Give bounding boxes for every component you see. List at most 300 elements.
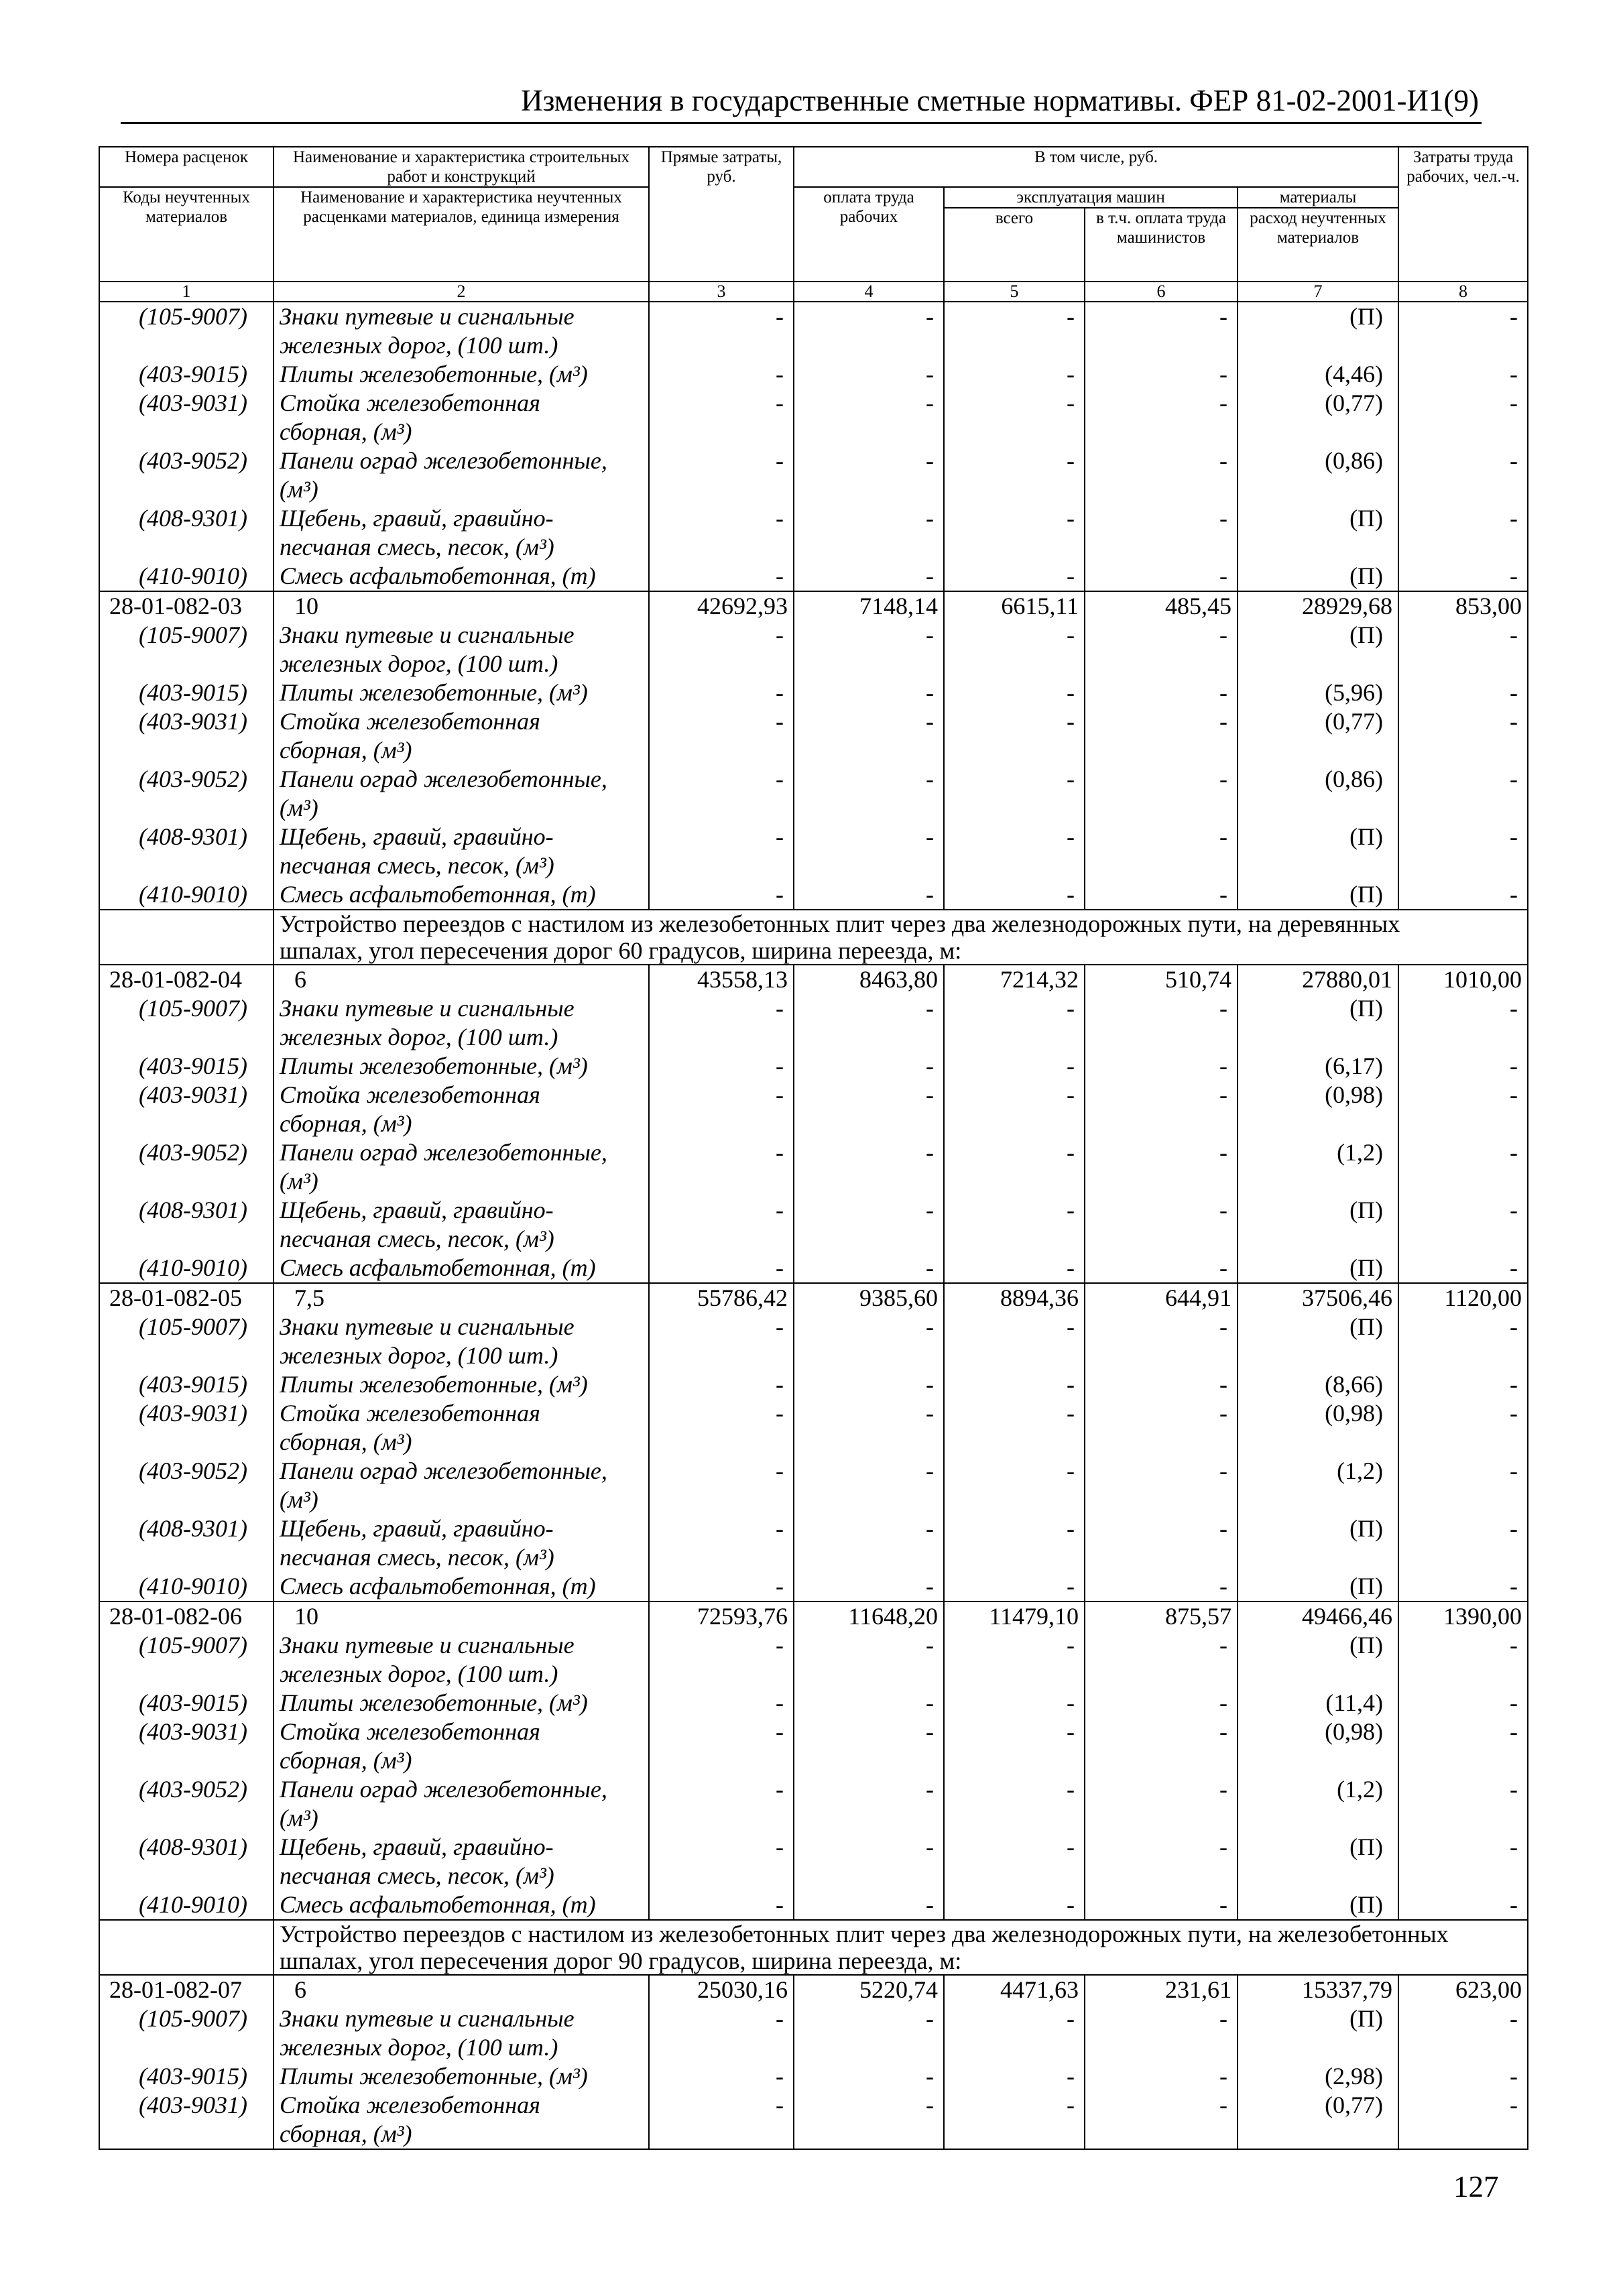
material-consumption-cell: (П) bbox=[1238, 880, 1398, 910]
rate-code: 28-01-082-05 bbox=[99, 1283, 274, 1313]
name-line: сборная, (м³) bbox=[280, 1747, 412, 1774]
material-name bbox=[274, 562, 649, 591]
operator-pay-cell: - bbox=[1085, 1457, 1238, 1514]
worker-pay-cell: - bbox=[794, 2004, 944, 2062]
material-consumption-cell: (П) bbox=[1238, 1890, 1398, 1920]
material-code: (403-9015) bbox=[99, 360, 274, 389]
name-line: Смесь асфальтобетонная, (т) bbox=[280, 1573, 596, 1599]
machines-total-cell: - bbox=[944, 389, 1085, 446]
name-line: песчаная смесь, песок, (м³) bbox=[280, 1862, 554, 1889]
labor-costs-cell: - bbox=[1398, 1399, 1528, 1457]
direct-costs-cell: - bbox=[649, 1890, 794, 1920]
material-consumption-cell: 28929,68 bbox=[1238, 591, 1398, 621]
machines-total-cell: - bbox=[944, 2062, 1085, 2091]
name-line: Стойка железобетонная bbox=[280, 708, 540, 735]
material-code: (403-9031) bbox=[99, 2091, 274, 2149]
worker-pay-cell: 11648,20 bbox=[794, 1602, 944, 1631]
operator-pay-cell: - bbox=[1085, 1196, 1238, 1254]
header-materials: материалы bbox=[1238, 187, 1398, 208]
material-code: (403-9015) bbox=[99, 1370, 274, 1399]
name-line: сборная, (м³) bbox=[280, 737, 412, 764]
labor-costs-cell: - bbox=[1398, 621, 1528, 678]
name-line: Щебень, гравий, гравийно- bbox=[280, 1833, 554, 1860]
material-code: (408-9301) bbox=[99, 1833, 274, 1890]
page-header bbox=[121, 82, 1482, 124]
direct-costs-cell: - bbox=[649, 1399, 794, 1457]
machines-total-cell: - bbox=[944, 994, 1085, 1052]
operator-pay-cell: - bbox=[1085, 360, 1238, 389]
material-code: (403-9015) bbox=[99, 2062, 274, 2091]
material-row bbox=[99, 1138, 1528, 1196]
material-code: (410-9010) bbox=[99, 1890, 274, 1920]
material-name bbox=[274, 2091, 649, 2149]
machines-total-cell: - bbox=[944, 360, 1085, 389]
worker-pay-cell: - bbox=[794, 823, 944, 880]
header-including: В том числе, руб. bbox=[794, 147, 1398, 187]
material-consumption-cell: (2,98) bbox=[1238, 2062, 1398, 2091]
material-row bbox=[99, 302, 1528, 360]
operator-pay-cell: 644,91 bbox=[1085, 1283, 1238, 1313]
material-consumption-cell: 37506,46 bbox=[1238, 1283, 1398, 1313]
worker-pay-cell: - bbox=[794, 880, 944, 910]
name-line: сборная, (м³) bbox=[280, 2120, 412, 2147]
name-line: (м³) bbox=[280, 1486, 318, 1513]
name-line: Щебень, гравий, гравийно- bbox=[280, 1197, 554, 1223]
direct-costs-cell: - bbox=[649, 1775, 794, 1833]
operator-pay-cell: - bbox=[1085, 765, 1238, 823]
worker-pay-cell: - bbox=[794, 678, 944, 707]
direct-costs-cell: - bbox=[649, 446, 794, 504]
section-heading bbox=[274, 910, 1528, 965]
worker-pay-cell: - bbox=[794, 1572, 944, 1602]
direct-costs-cell: - bbox=[649, 1833, 794, 1890]
material-name bbox=[274, 1399, 649, 1457]
name-line: железных дорог, (100 шт.) bbox=[280, 332, 558, 359]
operator-pay-cell: - bbox=[1085, 1052, 1238, 1081]
labor-costs-cell: - bbox=[1398, 360, 1528, 389]
operator-pay-cell: - bbox=[1085, 1631, 1238, 1689]
labor-costs-cell: - bbox=[1398, 1717, 1528, 1775]
direct-costs-cell: - bbox=[649, 1370, 794, 1399]
labor-costs-cell: - bbox=[1398, 823, 1528, 880]
labor-costs-cell: 623,00 bbox=[1398, 1975, 1528, 2004]
material-row bbox=[99, 1833, 1528, 1890]
material-code: (403-9031) bbox=[99, 1717, 274, 1775]
material-consumption-cell: (П) bbox=[1238, 1572, 1398, 1602]
column-number: 4 bbox=[794, 282, 944, 302]
material-code: (105-9007) bbox=[99, 1631, 274, 1689]
labor-costs-cell: - bbox=[1398, 2091, 1528, 2149]
material-code: (105-9007) bbox=[99, 302, 274, 360]
column-number: 8 bbox=[1398, 282, 1528, 302]
material-row bbox=[99, 446, 1528, 504]
machines-total-cell: - bbox=[944, 1833, 1085, 1890]
worker-pay-cell: - bbox=[794, 2062, 944, 2091]
name-line: Панели оград железобетонные, bbox=[280, 766, 607, 792]
machines-total-cell: - bbox=[944, 562, 1085, 591]
name-line: (м³) bbox=[280, 1805, 318, 1831]
operator-pay-cell: - bbox=[1085, 880, 1238, 910]
material-name bbox=[274, 1052, 649, 1081]
material-name bbox=[274, 2062, 649, 2091]
material-name bbox=[274, 1254, 649, 1283]
material-name bbox=[274, 1313, 649, 1370]
name-line: 10 bbox=[294, 1603, 318, 1630]
material-consumption-cell: (П) bbox=[1238, 1313, 1398, 1370]
name-line: Щебень, гравий, гравийно- bbox=[280, 823, 554, 850]
worker-pay-cell: - bbox=[794, 1370, 944, 1399]
worker-pay-cell: - bbox=[794, 1775, 944, 1833]
worker-pay-cell: - bbox=[794, 765, 944, 823]
material-consumption-cell: (1,2) bbox=[1238, 1775, 1398, 1833]
name-line: песчаная смесь, песок, (м³) bbox=[280, 1544, 554, 1571]
worker-pay-cell: - bbox=[794, 1052, 944, 1081]
direct-costs-cell: - bbox=[649, 1196, 794, 1254]
machines-total-cell: - bbox=[944, 1254, 1085, 1283]
name-line: Знаки путевые и сигнальные bbox=[280, 1632, 575, 1658]
machines-total-cell: - bbox=[944, 1370, 1085, 1399]
worker-pay-cell: - bbox=[794, 504, 944, 562]
labor-costs-cell: - bbox=[1398, 1833, 1528, 1890]
material-consumption-cell: (П) bbox=[1238, 302, 1398, 360]
section-heading-line: шпалах, угол пересечения дорог 60 градусов, ширина переезда, м: bbox=[280, 937, 962, 964]
direct-costs-cell: - bbox=[649, 504, 794, 562]
worker-pay-cell: - bbox=[794, 389, 944, 446]
material-row bbox=[99, 1775, 1528, 1833]
material-consumption-cell: (П) bbox=[1238, 994, 1398, 1052]
direct-costs-cell: - bbox=[649, 1514, 794, 1572]
material-code: (403-9052) bbox=[99, 1775, 274, 1833]
material-name bbox=[274, 621, 649, 678]
worker-pay-cell: - bbox=[794, 1717, 944, 1775]
crossing-width bbox=[274, 1975, 649, 2004]
labor-costs-cell: - bbox=[1398, 1689, 1528, 1717]
machines-total-cell: - bbox=[944, 880, 1085, 910]
name-line: Знаки путевые и сигнальные bbox=[280, 2005, 575, 2032]
machines-total-cell: - bbox=[944, 2091, 1085, 2149]
operator-pay-cell: - bbox=[1085, 2004, 1238, 2062]
name-line: железных дорог, (100 шт.) bbox=[280, 1342, 558, 1369]
machines-total-cell: - bbox=[944, 621, 1085, 678]
direct-costs-cell: - bbox=[649, 765, 794, 823]
machines-total-cell: - bbox=[944, 1689, 1085, 1717]
rates-table bbox=[99, 146, 1528, 2150]
labor-costs-cell: - bbox=[1398, 994, 1528, 1052]
operator-pay-cell: - bbox=[1085, 1833, 1238, 1890]
worker-pay-cell: - bbox=[794, 1514, 944, 1572]
material-consumption-cell: (0,77) bbox=[1238, 2091, 1398, 2149]
labor-costs-cell: - bbox=[1398, 1196, 1528, 1254]
name-line: Щебень, гравий, гравийно- bbox=[280, 505, 554, 532]
worker-pay-cell: - bbox=[794, 1689, 944, 1717]
operator-pay-cell: - bbox=[1085, 504, 1238, 562]
rate-row bbox=[99, 1975, 1528, 2004]
name-line: Знаки путевые и сигнальные bbox=[280, 995, 575, 1022]
material-name bbox=[274, 1370, 649, 1399]
labor-costs-cell: - bbox=[1398, 1514, 1528, 1572]
column-number: 5 bbox=[944, 282, 1085, 302]
labor-costs-cell: - bbox=[1398, 1052, 1528, 1081]
header-machines-total: всего bbox=[944, 208, 1085, 282]
material-name bbox=[274, 1890, 649, 1920]
material-row bbox=[99, 1196, 1528, 1254]
material-code: (403-9052) bbox=[99, 1138, 274, 1196]
material-name bbox=[274, 446, 649, 504]
name-line: железных дорог, (100 шт.) bbox=[280, 1024, 558, 1050]
operator-pay-cell: - bbox=[1085, 1717, 1238, 1775]
name-line: сборная, (м³) bbox=[280, 1429, 412, 1455]
rate-row bbox=[99, 965, 1528, 994]
rate-row bbox=[99, 1283, 1528, 1313]
direct-costs-cell: - bbox=[649, 1138, 794, 1196]
direct-costs-cell: - bbox=[649, 1631, 794, 1689]
name-line: 10 bbox=[294, 593, 318, 619]
name-line: Стойка железобетонная bbox=[280, 2092, 540, 2118]
name-line: песчаная смесь, песок, (м³) bbox=[280, 534, 554, 560]
direct-costs-cell: - bbox=[649, 1254, 794, 1283]
section-blank-cell bbox=[99, 1920, 274, 1975]
material-row bbox=[99, 1572, 1528, 1602]
material-consumption-cell: 27880,01 bbox=[1238, 965, 1398, 994]
material-code: (408-9301) bbox=[99, 1196, 274, 1254]
column-number: 3 bbox=[649, 282, 794, 302]
labor-costs-cell: 1120,00 bbox=[1398, 1283, 1528, 1313]
name-line: Смесь асфальтобетонная, (т) bbox=[280, 562, 596, 589]
header-operator-pay: в т.ч. оплата труда машинистов bbox=[1085, 208, 1238, 282]
material-code: (403-9031) bbox=[99, 1399, 274, 1457]
operator-pay-cell: - bbox=[1085, 1514, 1238, 1572]
machines-total-cell: - bbox=[944, 1775, 1085, 1833]
labor-costs-cell: - bbox=[1398, 1081, 1528, 1138]
labor-costs-cell: - bbox=[1398, 678, 1528, 707]
material-code: (403-9052) bbox=[99, 765, 274, 823]
direct-costs-cell: - bbox=[649, 1572, 794, 1602]
material-row bbox=[99, 1254, 1528, 1283]
worker-pay-cell: - bbox=[794, 1081, 944, 1138]
name-line: Панели оград железобетонные, bbox=[280, 1776, 607, 1803]
name-line: (м³) bbox=[280, 794, 318, 821]
worker-pay-cell: - bbox=[794, 1138, 944, 1196]
material-row bbox=[99, 2062, 1528, 2091]
material-consumption-cell: (П) bbox=[1238, 504, 1398, 562]
machines-total-cell: 4471,63 bbox=[944, 1975, 1085, 2004]
operator-pay-cell: - bbox=[1085, 823, 1238, 880]
direct-costs-cell: - bbox=[649, 302, 794, 360]
material-code: (403-9052) bbox=[99, 446, 274, 504]
operator-pay-cell: - bbox=[1085, 678, 1238, 707]
operator-pay-cell: - bbox=[1085, 302, 1238, 360]
material-consumption-cell: (П) bbox=[1238, 562, 1398, 591]
direct-costs-cell: - bbox=[649, 678, 794, 707]
section-heading-row bbox=[99, 1920, 1528, 1975]
material-name bbox=[274, 707, 649, 765]
material-code: (105-9007) bbox=[99, 1313, 274, 1370]
material-row bbox=[99, 1717, 1528, 1775]
material-name bbox=[274, 504, 649, 562]
direct-costs-cell: - bbox=[649, 823, 794, 880]
machines-total-cell: - bbox=[944, 1717, 1085, 1775]
material-name bbox=[274, 1196, 649, 1254]
operator-pay-cell: - bbox=[1085, 2091, 1238, 2149]
crossing-width bbox=[274, 1283, 649, 1313]
header-labor-costs: Затраты труда рабочих, чел.-ч. bbox=[1398, 147, 1528, 282]
worker-pay-cell: - bbox=[794, 1457, 944, 1514]
material-code: (403-9015) bbox=[99, 1052, 274, 1081]
material-name bbox=[274, 1717, 649, 1775]
material-consumption-cell: 15337,79 bbox=[1238, 1975, 1398, 2004]
material-name bbox=[274, 2004, 649, 2062]
labor-costs-cell: - bbox=[1398, 880, 1528, 910]
name-line: Стойка железобетонная bbox=[280, 1400, 540, 1427]
operator-pay-cell: - bbox=[1085, 621, 1238, 678]
worker-pay-cell: - bbox=[794, 994, 944, 1052]
worker-pay-cell: - bbox=[794, 1254, 944, 1283]
operator-pay-cell: 485,45 bbox=[1085, 591, 1238, 621]
worker-pay-cell: - bbox=[794, 2091, 944, 2149]
material-code: (408-9301) bbox=[99, 504, 274, 562]
material-code: (105-9007) bbox=[99, 621, 274, 678]
rate-code: 28-01-082-07 bbox=[99, 1975, 274, 2004]
labor-costs-cell: - bbox=[1398, 765, 1528, 823]
operator-pay-cell: - bbox=[1085, 994, 1238, 1052]
material-consumption-cell: (0,98) bbox=[1238, 1399, 1398, 1457]
operator-pay-cell: - bbox=[1085, 1081, 1238, 1138]
material-name bbox=[274, 1572, 649, 1602]
section-heading bbox=[274, 1920, 1528, 1975]
material-consumption-cell: (0,98) bbox=[1238, 1717, 1398, 1775]
worker-pay-cell: - bbox=[794, 562, 944, 591]
direct-costs-cell: - bbox=[649, 621, 794, 678]
table-header bbox=[99, 147, 1528, 302]
material-consumption-cell: (0,77) bbox=[1238, 389, 1398, 446]
material-code: (408-9301) bbox=[99, 1514, 274, 1572]
labor-costs-cell: - bbox=[1398, 2062, 1528, 2091]
name-line: (м³) bbox=[280, 1168, 318, 1195]
material-consumption-cell: (5,96) bbox=[1238, 678, 1398, 707]
material-row bbox=[99, 1399, 1528, 1457]
material-row bbox=[99, 765, 1528, 823]
material-name bbox=[274, 1631, 649, 1689]
crossing-width bbox=[274, 591, 649, 621]
crossing-width bbox=[274, 1602, 649, 1631]
labor-costs-cell: 1390,00 bbox=[1398, 1602, 1528, 1631]
material-name bbox=[274, 1833, 649, 1890]
material-code: (410-9010) bbox=[99, 1254, 274, 1283]
section-heading-row bbox=[99, 910, 1528, 965]
name-line: Стойка железобетонная bbox=[280, 1718, 540, 1745]
name-line: Знаки путевые и сигнальные bbox=[280, 1313, 575, 1340]
machines-total-cell: 11479,10 bbox=[944, 1602, 1085, 1631]
machines-total-cell: - bbox=[944, 823, 1085, 880]
name-line: Плиты железобетонные, (м³) bbox=[280, 1371, 588, 1398]
name-line: Знаки путевые и сигнальные bbox=[280, 621, 575, 648]
material-row bbox=[99, 707, 1528, 765]
name-line: Плиты железобетонные, (м³) bbox=[280, 1052, 588, 1079]
machines-total-cell: - bbox=[944, 707, 1085, 765]
rate-row bbox=[99, 591, 1528, 621]
name-line: Панели оград железобетонные, bbox=[280, 447, 607, 474]
operator-pay-cell: - bbox=[1085, 1254, 1238, 1283]
labor-costs-cell: - bbox=[1398, 1631, 1528, 1689]
worker-pay-cell: - bbox=[794, 1833, 944, 1890]
machines-total-cell: 7214,32 bbox=[944, 965, 1085, 994]
material-consumption-cell: (6,17) bbox=[1238, 1052, 1398, 1081]
direct-costs-cell: 55786,42 bbox=[649, 1283, 794, 1313]
operator-pay-cell: - bbox=[1085, 1572, 1238, 1602]
name-line: Плиты железобетонные, (м³) bbox=[280, 1689, 588, 1716]
header-worker-pay: оплата труда рабочих bbox=[794, 187, 944, 282]
worker-pay-cell: - bbox=[794, 621, 944, 678]
labor-costs-cell: - bbox=[1398, 1890, 1528, 1920]
labor-costs-cell: - bbox=[1398, 504, 1528, 562]
material-row bbox=[99, 1313, 1528, 1370]
material-code: (105-9007) bbox=[99, 2004, 274, 2062]
direct-costs-cell: - bbox=[649, 880, 794, 910]
direct-costs-cell: - bbox=[649, 1313, 794, 1370]
name-line: 6 bbox=[294, 966, 306, 993]
material-row bbox=[99, 1081, 1528, 1138]
direct-costs-cell: - bbox=[649, 994, 794, 1052]
column-number: 6 bbox=[1085, 282, 1238, 302]
labor-costs-cell: - bbox=[1398, 1370, 1528, 1399]
material-consumption-cell: (П) bbox=[1238, 1514, 1398, 1572]
name-line: песчаная смесь, песок, (м³) bbox=[280, 1225, 554, 1252]
material-name bbox=[274, 1081, 649, 1138]
material-consumption-cell: (П) bbox=[1238, 1631, 1398, 1689]
machines-total-cell: - bbox=[944, 765, 1085, 823]
operator-pay-cell: - bbox=[1085, 562, 1238, 591]
direct-costs-cell: - bbox=[649, 1689, 794, 1717]
machines-total-cell: - bbox=[944, 1138, 1085, 1196]
name-line: сборная, (м³) bbox=[280, 1110, 412, 1137]
material-name bbox=[274, 302, 649, 360]
material-row bbox=[99, 504, 1528, 562]
direct-costs-cell: - bbox=[649, 360, 794, 389]
section-heading-line: Устройство переездов с настилом из железобетонных плит через два железнодорожных пути, на деревянных bbox=[280, 910, 1400, 937]
direct-costs-cell: - bbox=[649, 2062, 794, 2091]
worker-pay-cell: 5220,74 bbox=[794, 1975, 944, 2004]
material-row bbox=[99, 360, 1528, 389]
material-name bbox=[274, 1775, 649, 1833]
operator-pay-cell: - bbox=[1085, 1775, 1238, 1833]
material-code: (105-9007) bbox=[99, 994, 274, 1052]
direct-costs-cell: - bbox=[649, 2004, 794, 2062]
name-line: сборная, (м³) bbox=[280, 418, 412, 445]
material-consumption-cell: (П) bbox=[1238, 1196, 1398, 1254]
material-consumption-cell: (П) bbox=[1238, 823, 1398, 880]
machines-total-cell: 8894,36 bbox=[944, 1283, 1085, 1313]
name-line: Панели оград железобетонные, bbox=[280, 1457, 607, 1484]
operator-pay-cell: - bbox=[1085, 1689, 1238, 1717]
material-row bbox=[99, 1689, 1528, 1717]
rate-code: 28-01-082-04 bbox=[99, 965, 274, 994]
operator-pay-cell: - bbox=[1085, 1313, 1238, 1370]
operator-pay-cell: 875,57 bbox=[1085, 1602, 1238, 1631]
material-row bbox=[99, 562, 1528, 591]
worker-pay-cell: - bbox=[794, 1399, 944, 1457]
page-header-title: Изменения в государственные сметные нормативы. ФЕР 81-02-2001-И1(9) bbox=[521, 84, 1479, 117]
machines-total-cell: - bbox=[944, 1052, 1085, 1081]
operator-pay-cell: - bbox=[1085, 2062, 1238, 2091]
material-row bbox=[99, 1457, 1528, 1514]
header-material-consumption: расход неучтенных материалов bbox=[1238, 208, 1398, 282]
material-row bbox=[99, 1052, 1528, 1081]
name-line: Плиты железобетонные, (м³) bbox=[280, 361, 588, 387]
worker-pay-cell: - bbox=[794, 446, 944, 504]
labor-costs-cell: - bbox=[1398, 446, 1528, 504]
direct-costs-cell: 43558,13 bbox=[649, 965, 794, 994]
worker-pay-cell: - bbox=[794, 1890, 944, 1920]
